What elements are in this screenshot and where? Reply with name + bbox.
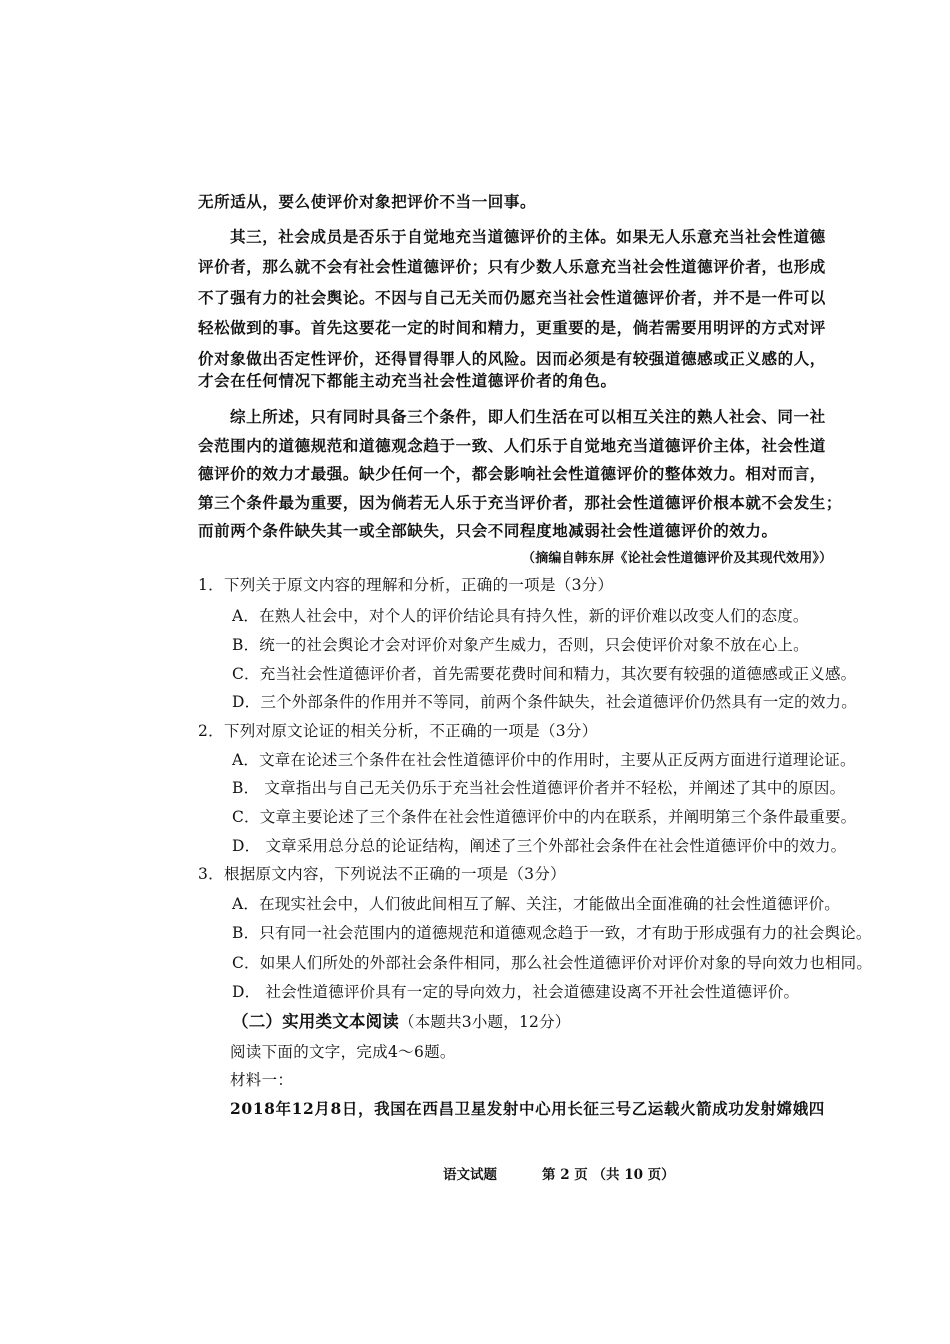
answer-option: B．只有同一社会范围内的道德规范和道德观念趋于一致，才有助于形成强有力的社会舆论。	[232, 924, 872, 942]
passage-line: 第三个条件最为重要，因为倘若无人乐于充当评价者，那社会性道德评价根本就不会发生；	[198, 493, 843, 512]
answer-option: D．三个外部条件的作用并不等同，前两个条件缺失，社会道德评价仍然具有一定的效力。	[232, 693, 857, 711]
passage-line: 而前两个条件缺失其一或全部缺失，只会不同程度地减弱社会性道德评价的效力。	[198, 521, 778, 540]
question-stem: 1．下列关于原文内容的理解和分析，正确的一项是（3分）	[198, 576, 614, 594]
answer-option: C．文章主要论述了三个条件在社会性道德评价中的内在联系，并阐明第三个条件最重要。	[232, 808, 857, 826]
answer-option: B． 文章指出与自己无关仍乐于充当社会性道德评价者并不轻松，并阐述了其中的原因。	[232, 779, 846, 797]
passage-line: 德评价的效力才最强。缺少任何一个，都会影响社会性道德评价的整体效力。相对而言，	[198, 464, 826, 483]
question-stem: 3．根据原文内容，下列说法不正确的一项是（3分）	[198, 865, 566, 883]
answer-option: A．在现实社会中，人们彼此间相互了解、关注，才能做出全面准确的社会性道德评价。	[232, 895, 840, 913]
answer-option: C．如果人们所处的外部社会条件相同，那么社会性道德评价对评价对象的导向效力也相同。	[232, 954, 873, 972]
section-title: （二）实用类文本阅读	[232, 1012, 399, 1031]
section-note: （本题共3小题，12分）	[399, 1013, 571, 1031]
passage-line: 综上所述，只有同时具备三个条件，即人们生活在可以相互关注的熟人社会、同一社	[230, 407, 826, 426]
answer-option: C．充当社会性道德评价者，首先需要花费时间和精力，其次要有较强的道德感或正义感。	[232, 665, 857, 683]
passage-line: 才会在任何情况下都能主动充当社会性道德评价者的角色。	[198, 371, 617, 390]
passage-line: 评价者，那么就不会有社会性道德评价；只有少数人乐意充当社会性道德评价者，也形成	[198, 257, 826, 276]
passage-line: 其三，社会成员是否乐于自觉地充当道德评价的主体。如果无人乐意充当社会性道德	[230, 227, 826, 246]
passage-line: 无所适从，要么使评价对象把评价不当一回事。	[198, 192, 537, 211]
passage-line: 价对象做出否定性评价，还得冒得罪人的风险。因而必须是有较强道德感或正义感的人，	[198, 349, 826, 368]
passage-source: （摘编自韩东屏《论社会性道德评价及其现代效用》）	[522, 551, 833, 566]
footer-subject: 语文试题	[443, 1167, 497, 1183]
footer-page-number: 第 2 页 （共 10 页）	[542, 1167, 675, 1183]
passage-line: 不了强有力的社会舆论。不因与自己无关而仍愿充当社会性道德评价者，并不是一件可以	[198, 288, 826, 307]
answer-option: A．在熟人社会中，对个人的评价结论具有持久性，新的评价难以改变人们的态度。	[232, 607, 809, 625]
section-instruction: 阅读下面的文字，完成4～6题。	[230, 1043, 456, 1061]
passage-line: 会范围内的道德规范和道德观念趋于一致、人们乐于自觉地充当道德评价主体，社会性道	[198, 436, 826, 455]
material-label: 材料一：	[230, 1071, 294, 1089]
answer-option: D． 社会性道德评价具有一定的导向效力，社会道德建设离不开社会性道德评价。	[232, 983, 800, 1001]
material-line: 2018年12月8日，我国在西昌卫星发射中心用长征三号乙运载火箭成功发射嫦娥四	[230, 1099, 825, 1118]
passage-line: 轻松做到的事。首先这要花一定的时间和精力，更重要的是，倘若需要用明评的方式对评	[198, 318, 826, 337]
question-stem: 2．下列对原文论证的相关分析，不正确的一项是（3分）	[198, 722, 598, 740]
answer-option: A．文章在论述三个条件在社会性道德评价中的作用时，主要从正反两方面进行道理论证。	[232, 751, 856, 769]
answer-option: D． 文章采用总分总的论证结构，阐述了三个外部社会条件在社会性道德评价中的效力。	[232, 837, 847, 855]
section-heading	[232, 1012, 571, 1032]
answer-option: B．统一的社会舆论才会对评价对象产生威力，否则，只会使评价对象不放在心上。	[232, 636, 809, 654]
